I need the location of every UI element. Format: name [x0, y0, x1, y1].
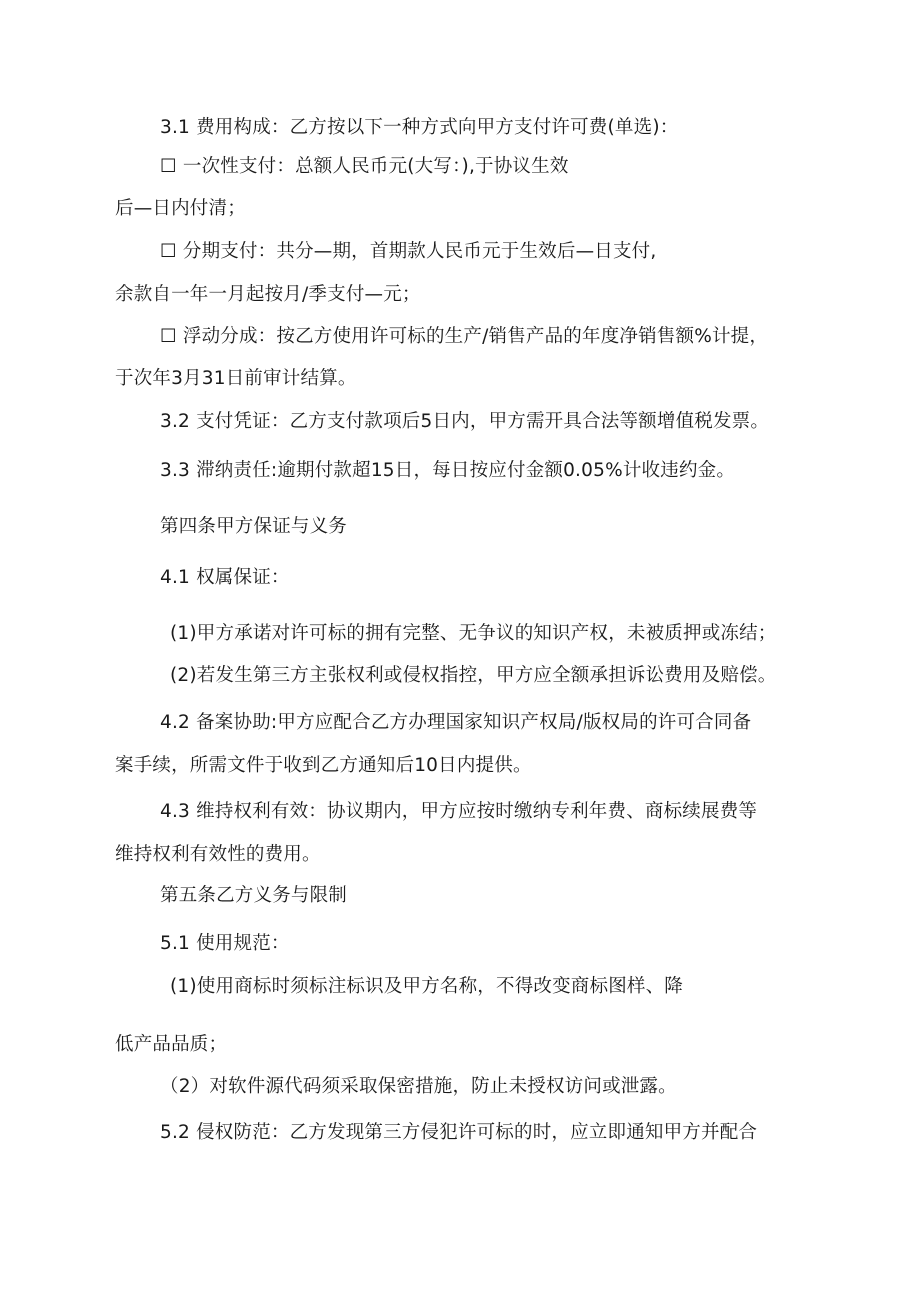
option-floating-share-continuation: 于次年3月31日前审计结算。: [115, 368, 357, 389]
clause-3-2-payment-voucher: 3.2 支付凭证：乙方支付款项后5日内，甲方需开具合法等额增值税发票。: [160, 411, 770, 432]
article-4-heading: 第四条甲方保证与义务: [160, 516, 348, 537]
option-installment-payment: ☐ 分期支付：共分—期，首期款人民币元于生效后—日支付,: [160, 241, 657, 262]
article-5-heading: 第五条乙方义务与限制: [160, 885, 348, 906]
clause-5-2-infringement-prevention: 5.2 侵权防范：乙方发现第三方侵犯许可标的时，应立即通知甲方并配合: [160, 1122, 758, 1143]
clause-5-1-item-1-continuation: 低产品品质；: [115, 1034, 228, 1055]
clause-4-1-ownership: 4.1 权属保证：: [160, 567, 290, 588]
clause-5-1-usage-rules: 5.1 使用规范：: [160, 933, 290, 954]
option-lump-sum-payment: ☐ 一次性支付：总额人民币元(大写：),于协议生效: [160, 156, 569, 177]
clause-4-1-item-1: (1)甲方承诺对许可标的拥有完整、无争议的知识产权，未被质押或冻结；: [170, 623, 777, 644]
clause-4-1-item-2: (2)若发生第三方主张权利或侵权指控，甲方应全额承担诉讼费用及赔偿。: [170, 665, 777, 686]
clause-4-3-continuation: 维持权利有效性的费用。: [115, 844, 321, 865]
clause-5-1-item-1: (1)使用商标时须标注标识及甲方名称，不得改变商标图样、降: [170, 976, 684, 997]
clause-3-1-fee-structure: 3.1 费用构成：乙方按以下一种方式向甲方支付许可费(单选)：: [160, 117, 679, 138]
clause-4-2-filing-assistance: 4.2 备案协助:甲方应配合乙方办理国家知识产权局/版权局的许可合同备: [160, 712, 752, 733]
clause-5-1-item-2: （2）对软件源代码须采取保密措施，防止未授权访问或泄露。: [160, 1076, 677, 1097]
clause-3-3-late-payment: 3.3 滞纳责任:逾期付款超15日，每日按应付金额0.05%计收违约金。: [160, 460, 736, 481]
clause-4-2-continuation: 案手续，所需文件于收到乙方通知后10日内提供。: [115, 755, 532, 776]
option-installment-continuation: 余款自一年一月起按月/季支付—元；: [115, 284, 421, 305]
clause-4-3-maintain-rights: 4.3 维持权利有效：协议期内，甲方应按时缴纳专利年费、商标续展费等: [160, 801, 758, 822]
option-lump-sum-continuation: 后—日内付清；: [115, 198, 246, 219]
option-floating-share: ☐ 浮动分成：按乙方使用许可标的生产/销售产品的年度净销售额%计提，: [160, 326, 769, 347]
